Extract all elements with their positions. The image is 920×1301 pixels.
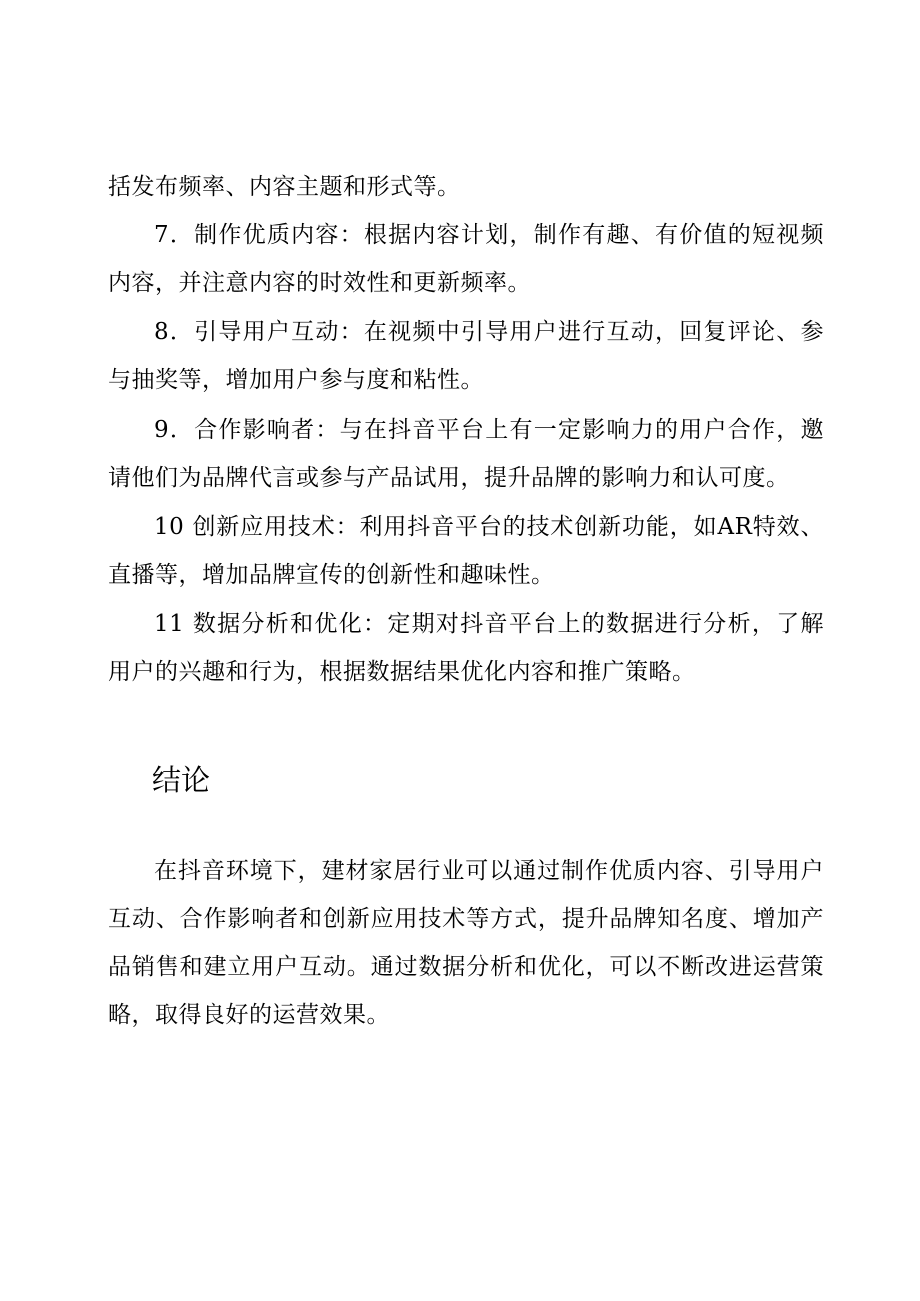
conclusion-paragraph: 在抖音环境下，建材家居行业可以通过制作优质内容、引导用户互动、合作影响者和创新应用技术等方式，提升品牌知名度、增加产品销售和建立用户互动。通过数据分析和优化，可以不断改进运营策略，取得良好的运营效果。 [108,858,824,1028]
list-item-7: 7．制作优质内容：根据内容计划，制作有趣、有价值的短视频内容，并注意内容的时效性和更新频率。 [108,222,824,296]
list-item-10: 10 创新应用技术：利用抖音平台的技术创新功能，如AR特效、直播等，增加品牌宣传的创新性和趣味性。 [108,514,824,588]
conclusion-heading: 结论 [152,763,211,797]
continued-line: 括发布频率、内容主题和形式等。 [108,174,461,200]
list-item-8: 8．引导用户互动：在视频中引导用户进行互动，回复评论、参与抽奖等，增加用户参与度和粘性。 [108,319,824,393]
list-item-9: 9．合作影响者：与在抖音平台上有一定影响力的用户合作，邀请他们为品牌代言或参与产品试用，提升品牌的影响力和认可度。 [108,417,824,491]
list-item-11: 11 数据分析和优化：定期对抖音平台上的数据进行分析，了解用户的兴趣和行为，根据数据结果优化内容和推广策略。 [108,611,824,685]
